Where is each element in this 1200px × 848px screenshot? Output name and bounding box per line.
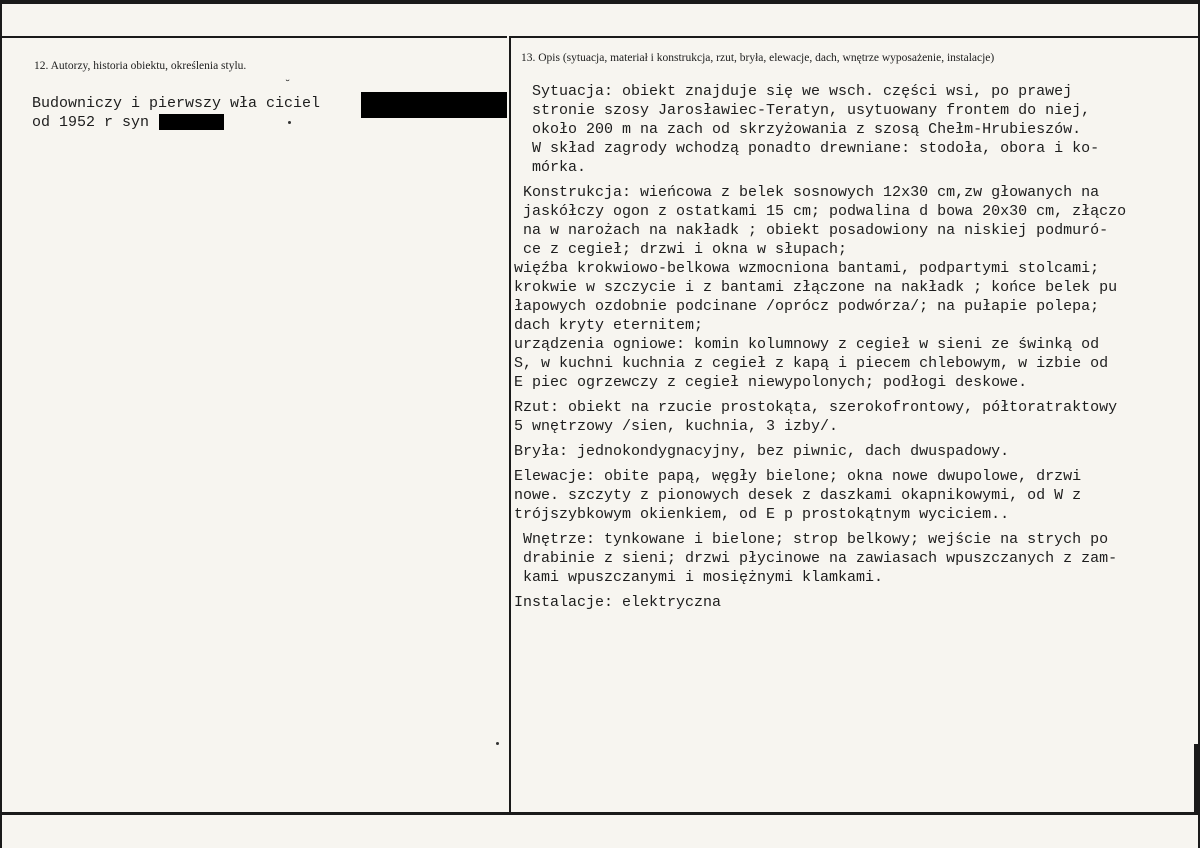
typed-line: Budowniczy i pierwszy wła ciciel: [32, 95, 321, 112]
typed-line: drabinie z sieni; drzwi płycinowe na zawiasach wpuszczanych z zam-: [514, 550, 1118, 567]
typed-line: S, w kuchni kuchnia z cegieł z kapą i piecem chlebowym, w izbie od: [514, 355, 1109, 372]
typed-line: ce z cegieł; drzwi i okna w słupach;: [514, 241, 848, 258]
typed-line: Sytuacja: obiekt znajduje się we wsch. części wsi, po prawej: [514, 83, 1073, 100]
redaction-bar: [159, 114, 224, 130]
typed-line: Bryła: jednokondygnacyjny, bez piwnic, dach dwuspadowy.: [514, 443, 1010, 460]
typed-line: W skład zagrody wchodzą ponadto drewniane: stodoła, obora i ko-: [514, 140, 1100, 157]
ink-dot: [496, 742, 499, 745]
typed-line: nowe. szczyty z pionowych desek z daszkami okapnikowymi, od W z: [514, 487, 1082, 504]
typed-line: Konstrukcja: wieńcowa z belek sosnowych 12x30 cm,zw głowanych na: [514, 184, 1100, 201]
bottom-rule: [2, 812, 1200, 815]
top-rule-left: [2, 36, 507, 38]
typed-line: na w narożach na nakładk ; obiekt posadowiony na niskiej podmuró-: [514, 222, 1109, 239]
description-paragraph: [514, 442, 1126, 461]
typed-line: dach kryty eternitem;: [514, 317, 704, 334]
column-divider: [509, 36, 511, 814]
ink-dot: [288, 121, 291, 124]
description-paragraph: [514, 398, 1126, 436]
description-paragraph: [514, 467, 1126, 524]
typed-line: łapowych ozdobnie podcinane /oprócz podwórza/; na pułapie polepa;: [514, 298, 1100, 315]
edge-mark: [1194, 744, 1200, 814]
typed-line: mórka.: [514, 159, 587, 176]
section-13-text: [514, 82, 1126, 612]
redaction-bar: [361, 92, 507, 118]
typed-line: jaskółczy ogon z ostatkami 15 cm; podwalina d bowa 20x30 cm, złączo: [514, 203, 1127, 220]
typed-line: około 200 m na zach od skrzyżowania z szosą Chełm-Hrubieszów.: [514, 121, 1082, 138]
typed-line: więźba krokwiowo-belkowa wzmocniona bantami, podpartymi stolcami;: [514, 260, 1100, 277]
typed-line: trójszybkowym okienkiem, od E p prostokątnym wyciciem..: [514, 506, 1010, 523]
typed-line: Elewacje: obite papą, węgły bielone; okna nowe dwupolowe, drzwi: [514, 468, 1082, 485]
description-paragraph: [514, 82, 1126, 177]
typed-line: krokwie w szczycie i z bantami złączone na nakładk ; końce belek pu: [514, 279, 1118, 296]
typed-line: kami wpuszczanymi i mosiężnymi klamkami.: [514, 569, 884, 586]
description-paragraph: [514, 593, 1126, 612]
description-paragraph: [514, 530, 1126, 587]
typed-line: urządzenia ogniowe: komin kolumnowy z cegieł w sieni ze świnką od: [514, 336, 1100, 353]
typed-line: E piec ogrzewczy z cegieł niewypolonych; podłogi deskowe.: [514, 374, 1028, 391]
typed-line: stronie szosy Jarosławiec-Teratyn, usytuowany frontem do niej,: [514, 102, 1091, 119]
section-12-heading: 12. Autorzy, historia obiektu, określenia stylu.: [34, 60, 247, 72]
typed-line: Instalacje: elektryczna: [514, 594, 722, 611]
top-rule-right: [510, 36, 1200, 38]
typed-line: 5 wnętrzowy /sien, kuchnia, 3 izby/.: [514, 418, 839, 435]
typed-line: Rzut: obiekt na rzucie prostokąta, szerokofrontowy, półtoratraktowy: [514, 399, 1118, 416]
section-13-heading: 13. Opis (sytuacja, materiał i konstrukcja, rzut, bryła, elewacje, dach, wnętrze wyposażenie, instalacje): [521, 52, 995, 64]
diacritic-mark: ˘: [284, 78, 292, 92]
description-paragraph: [514, 183, 1126, 392]
typed-line: Wnętrze: tynkowane i bielone; strop belkowy; wejście na strych po: [514, 531, 1109, 548]
typed-line: od 1952 r syn: [32, 114, 150, 131]
